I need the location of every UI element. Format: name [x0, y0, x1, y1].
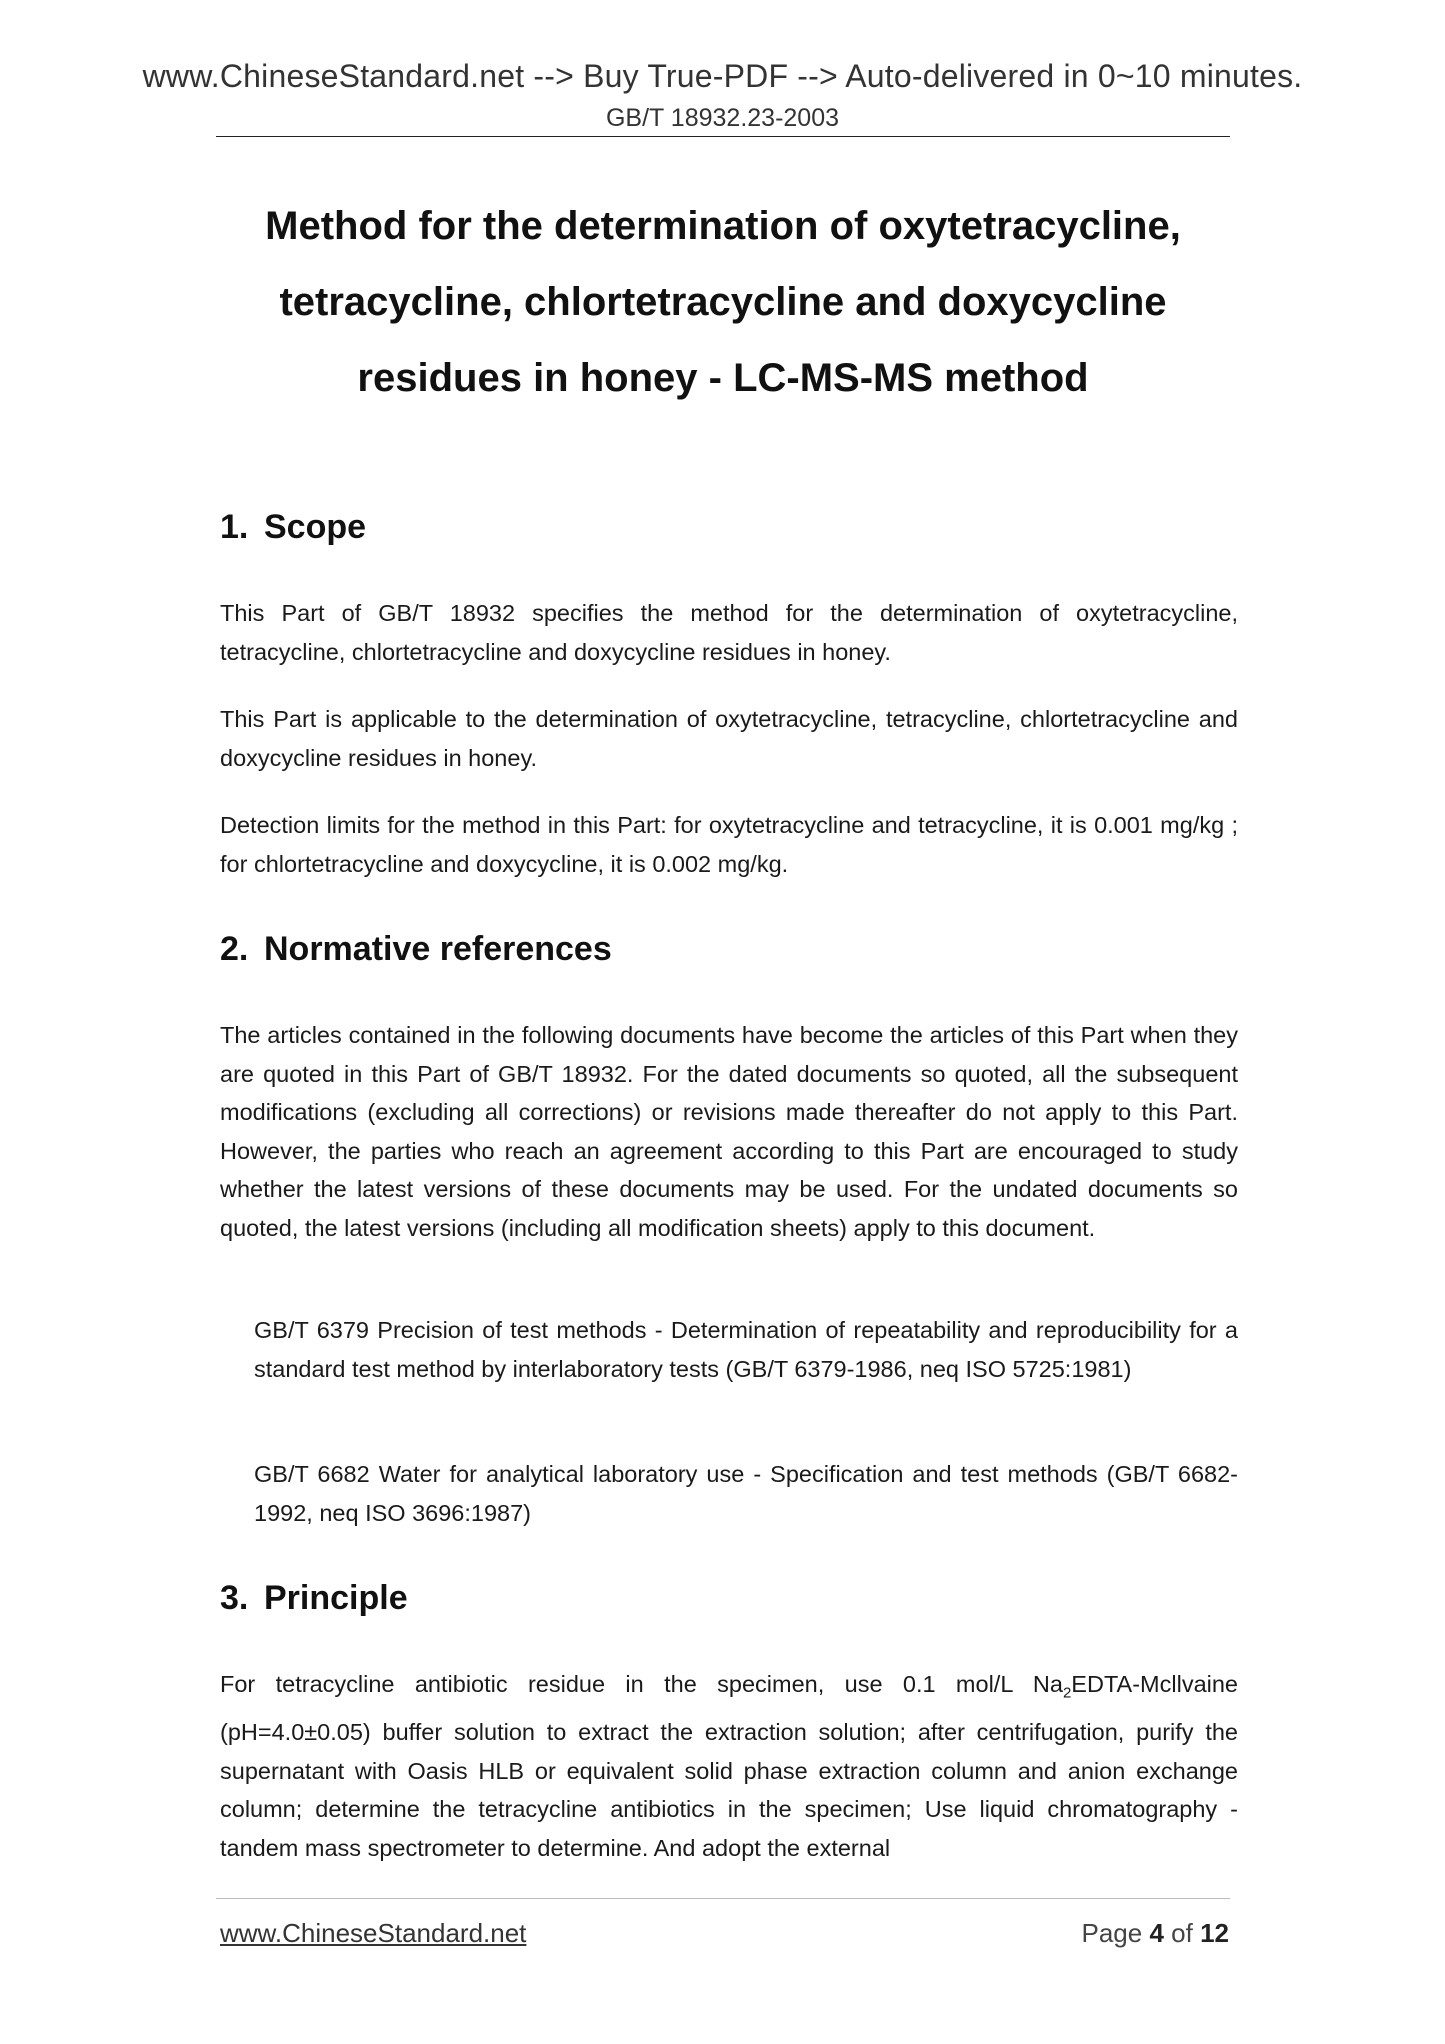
section-number: 3. [220, 1579, 249, 1617]
document-id: GB/T 18932.23-2003 [605, 104, 840, 132]
principle-paragraph [220, 1665, 1238, 1867]
page-label: Page [1081, 1918, 1143, 1948]
page-current: 4 [1149, 1918, 1164, 1948]
section-title: Scope [264, 508, 367, 546]
page-indicator [1081, 1918, 1229, 1949]
title-line-1: Method for the determination of oxytetracycline, [265, 204, 1181, 248]
subscript-2: 2 [1062, 1684, 1072, 1702]
page-total: 12 [1200, 1918, 1229, 1948]
header-divider [216, 136, 1230, 137]
scope-paragraph-2: This Part is applicable to the determination of oxytetracycline, tetracycline, chlortetracycline and doxycycline residues in honey. [220, 706, 1238, 771]
scope-paragraph-1: This Part of GB/T 18932 specifies the method for the determination of oxytetracycline, tetracycline, chlortetracycline and doxycycline residues in honey. [220, 600, 1238, 665]
reference-gbt-6379: GB/T 6379 Precision of test methods - Determination of repeatability and reproducibility for a standard test method by interlaboratory tests (GB/T 6379-1986, neq ISO 5725:1981) [254, 1317, 1238, 1382]
section-number: 2. [220, 930, 249, 968]
section-heading-normative-references [220, 930, 612, 969]
document-title [190, 188, 1256, 416]
section-heading-scope [220, 508, 366, 547]
footer-divider [216, 1898, 1230, 1899]
principle-text-start: For tetracycline antibiotic residue in the specimen, use 0.1 mol/L Na [220, 1671, 1063, 1697]
footer-site-link[interactable]: www.ChineseStandard.net [220, 1918, 527, 1948]
section-number: 1. [220, 508, 249, 546]
section-heading-principle [220, 1579, 408, 1618]
title-line-2: tetracycline, chlortetracycline and doxycycline [279, 280, 1167, 324]
title-line-3: residues in honey - LC-MS-MS method [357, 356, 1089, 400]
section-title: Principle [264, 1579, 408, 1617]
page-of: of [1171, 1918, 1193, 1948]
normative-paragraph: The articles contained in the following documents have become the articles of this Part when they are quoted in this Part of GB/T 18932. For the dated documents so quoted, all the subsequent modifications (excluding all corrections) or revisions made thereafter do not apply to this Part. However, the parties who reach an agreement according to this Part are encouraged to study whether the latest versions of these documents may be used. For the undated documents so quoted, the latest versions (including all modification sheets) apply to this document. [220, 1022, 1238, 1241]
section-title: Normative references [264, 930, 612, 968]
scope-paragraph-3: Detection limits for the method in this Part: for oxytetracycline and tetracycline, it is 0.001 mg/kg ; for chlortetracycline and doxycycline, it is 0.002 mg/kg. [220, 812, 1238, 877]
principle-text-end: EDTA-Mcllvaine (pH=4.0±0.05) buffer solution to extract the extraction solution; after centrifugation, purify the supernatant with Oasis HLB or equivalent solid phase extraction column and anion exchange column; determine the tetracycline antibiotics in the specimen; Use liquid chromatography - tandem mass spectrometer to determine. And adopt the external [220, 1671, 1238, 1861]
header-banner: www.ChineseStandard.net --> Buy True-PDF --> Auto-delivered in 0~10 minutes. [142, 58, 1303, 94]
reference-gbt-6682: GB/T 6682 Water for analytical laboratory use - Specification and test methods (GB/T 6682-1992, neq ISO 3696:1987) [254, 1461, 1238, 1526]
